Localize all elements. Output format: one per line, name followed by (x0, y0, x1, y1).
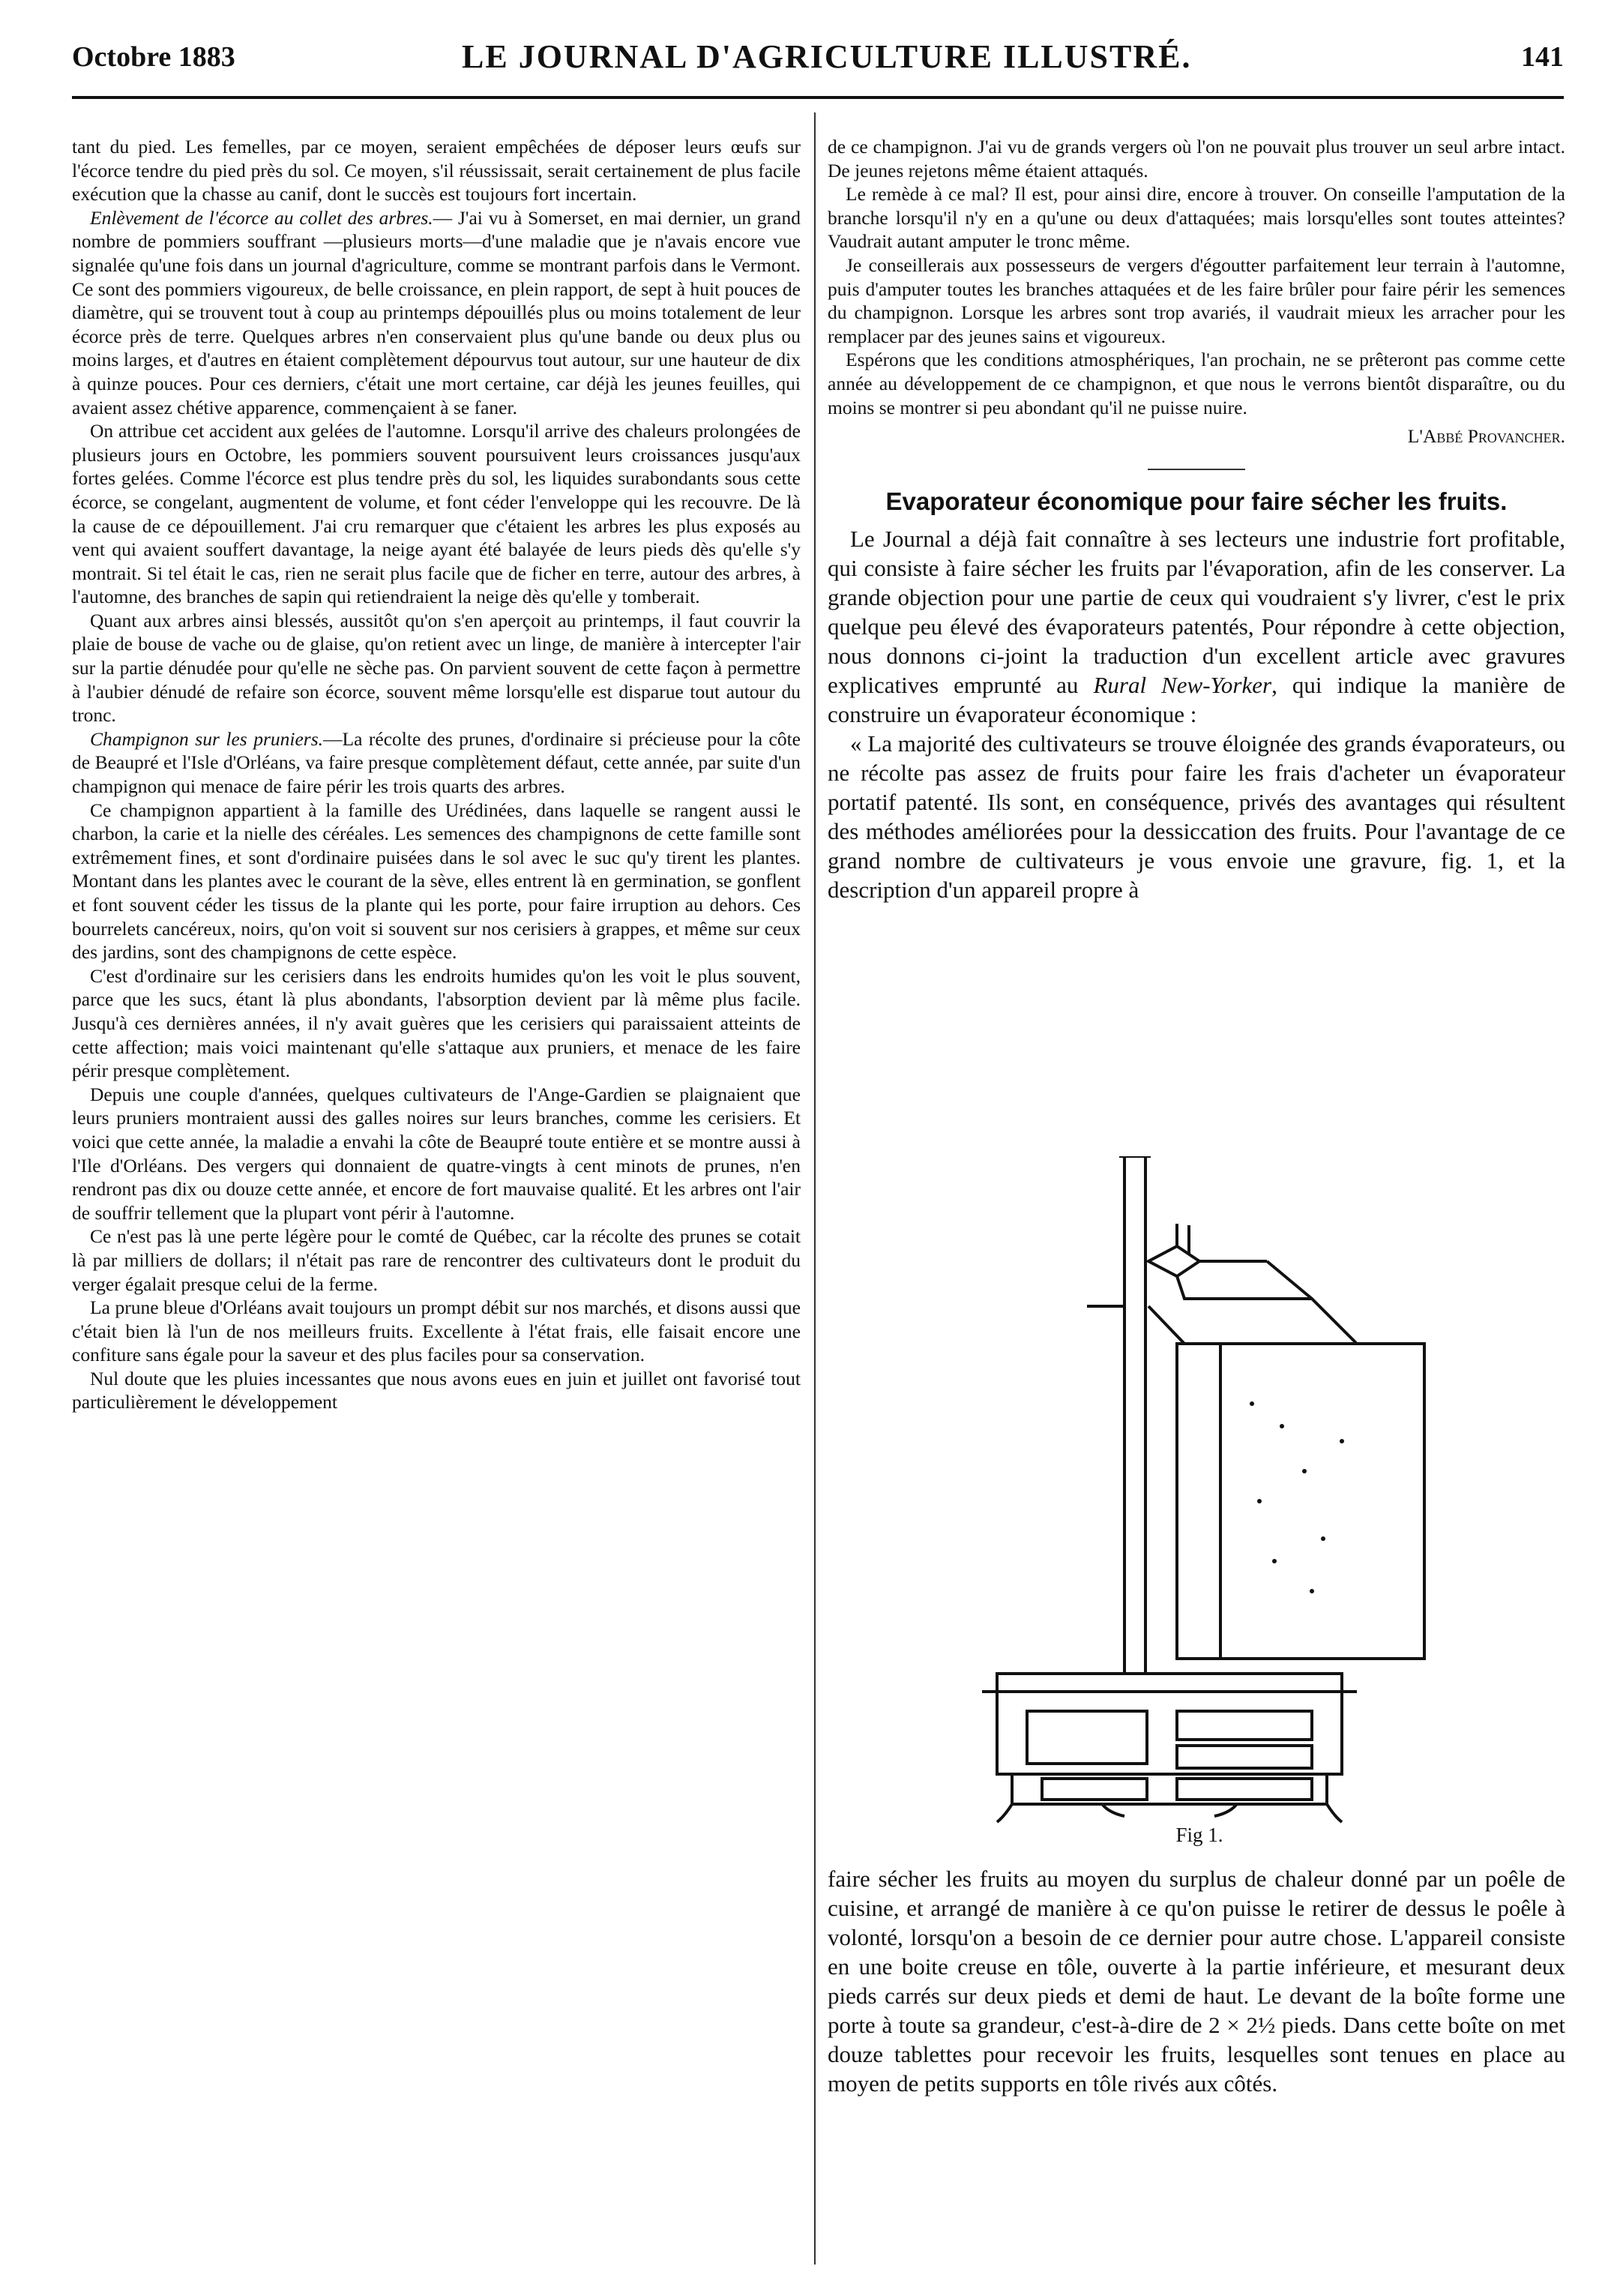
paragraph: de ce champignon. J'ai vu de grands vergers où l'on ne pouvait plus trouver un seul arbre intact. De jeunes rejetons même étaient attaqués. (828, 136, 1565, 181)
article-separator (1148, 469, 1245, 470)
left-column (72, 135, 801, 1414)
paragraph-text: —La récolte des prunes, d'ordinaire si précieuse pour la côte de Beaupré et l'Isle d'Orléans, va faire presque complètement défaut, cette année, par suite d'un champignon qui menace de faire périr les trois quarts des arbres. (72, 727, 801, 798)
header-rule (72, 96, 1564, 99)
paragraph: faire sécher les fruits au moyen du surplus de chaleur donné par un poêle de cuisine, et arrangé de manière à ce qu'on puisse le retirer de dessus le poêle à volonté, lorsqu'on a besoin de ce dernier pour autre chose. L'appareil consiste en une boite creuse en tôle, ouverte à la partie inférieure, et mesurant deux pieds carrés sur deux pieds et demi de haut. Le devant de la boîte forme une porte à toute sa grandeur, c'est-à-dire de 2 × 2½ pieds. Dans cette boîte on met douze tablettes pour recevoir les fruits, lesquelles sont tenues en place au moyen de petits supports en tôle rivés aux côtés. (828, 1866, 1565, 2097)
paragraph: C'est d'ordinaire sur les cerisiers dans les endroits humides qu'on les voit le plus souvent, parce que les sucs, étant là plus abondants, l'absorption devient par là même plus facile. Jusqu'à ces dernières années, il n'y avait guères que les cerisiers qui paraissaient atteints de cette affection; mais voici maintenant qu'elle s'attaque aux pruniers, et menace de les faire périr presque complètement. (72, 964, 801, 1082)
paragraph (72, 727, 801, 799)
column-divider (814, 112, 816, 2265)
paragraph: Ce n'est pas là une perte légère pour le comté de Québec, car la récolte des prunes se cotait là par milliers de dollars; il n'était pas rare de rencontrer des cultivateurs dont le produit du verger égalait presque celui de la ferme. (72, 1225, 801, 1295)
paragraph: Je conseillerais aux possesseurs de vergers d'égoutter parfaitement leur terrain à l'automne, puis d'amputer toutes les branches attaquées et de les faire brûler pour faire périr les semences du champignon. Lorsque les arbres sont trop avariés, il vaudrait mieux les arracher pour les remplacer par des jeunes sains et vigoureux. (828, 253, 1565, 347)
paragraph: Espérons que les conditions atmosphériques, l'an prochain, ne se prêteront pas comme cette année au développement de ce champignon, et que nous le verrons bientôt disparaître, ou du moins se montrer si peu abondant qu'il ne puisse nuire. (828, 349, 1565, 418)
evaporator-illustration (952, 1156, 1432, 1824)
paragraph: On attribue cet accident aux gelées de l'automne. Lorsqu'il arrive des chaleurs prolongées de plusieurs jours en Octobre, les pommiers souvent poursuivent leurs croissances jusqu'aux fortes gelées. Comme l'écorce est plus tendre près du sol, les liquides surabondants sous cette écorce, se congelant, augmentent de volume, et font céder l'enveloppe qui les recouvre. De là la cause de ce dépouillement. J'ai cru remarquer que c'étaient les arbres les plus exposés au vent qui avaient souffert davantage, la neige ayant été balayée de leurs pieds dès qu'elle s'y montrait. Si tel était le cas, rien ne serait plus facile que de ficher en terre, autour des arbres, à l'automne, des branches de sapin qui retiendraient la neige dès qu'elle y tomberait. (72, 420, 801, 608)
figure-caption: Fig 1. (1175, 1824, 1223, 1846)
paragraph-text: — J'ai vu à Somerset, en mai dernier, un grand nombre de pommiers souffrant —plusieurs morts—d'une maladie que je n'avais encore vue signalée qu'une fois dans un journal d'agriculture, comme se montrant parfois dans le Vermont. Ce sont des pommiers vigoureux, de belle croissance, en plein rapport, de sept à huit pouces de diamètre, qui se trouvent tout à coup au printemps dépouillés plus ou moins totalement de leur écorce près de terre. Quelques arbres n'en conservaient plus qu'une bande ou deux plus ou moins larges, et d'autres en étaient complètement dépourvus tout autour, sur une hauteur de dix à quinze pouces. Pour ces derniers, c'était une mort certaine, car déjà les jeunes feuilles, qui avaient assez chétive apparence, commençaient à se faner. (72, 206, 801, 418)
paragraph: Ce champignon appartient à la famille des Urédinées, dans laquelle se rangent aussi le charbon, la carie et la nielle des céréales. Les semences des champignons de cette famille sont extrêmement fines, et sont d'ordinaire puisées dans le sol avec le suc qu'y tirent les plantes. Montant dans les plantes avec le courant de la sève, elles entrent là en germination, se gonflent et font souvent céder les tissus de la plante qui les porte, pour faire irruption au dehors. Ces bourrelets cancéreux, noirs, qu'on voit si souvent sur nos cerisiers à grappes, et même sur ceux des jardins, sont des champignons de cette espèce. (72, 799, 801, 964)
page-number: 141 (1521, 41, 1564, 73)
article-continuation (828, 1864, 1565, 2098)
paragraph: tant du pied. Les femelles, par ce moyen, seraient empêchées de déposer leurs œufs sur l'écorce tendre du pied près du sol. Ce moyen, s'il réussissait, serait certainement de plus facile exécution que la chasse au canif, dont le succès est toujours fort incertain. (72, 136, 801, 205)
paragraph: Nul doute que les pluies incessantes que nous avons eues en juin et juillet ont favorisé tout particulièrement le développement (72, 1367, 801, 1413)
paragraph (72, 206, 801, 419)
paragraph: La prune bleue d'Orléans avait toujours un prompt débit sur nos marchés, et disons aussi que c'était bien là l'un de nos meilleurs fruits. Excellente à l'état frais, elle faisait encore une confiture sans égale pour la saveur et des plus faciles pour sa conservation. (72, 1296, 801, 1366)
page-header (72, 36, 1564, 81)
journal-title: LE JOURNAL D'AGRICULTURE ILLUSTRÉ. (462, 38, 1192, 75)
publication-name: Rural New-Yorker (1093, 672, 1272, 699)
paragraph: Quant aux arbres ainsi blessés, aussitôt qu'on s'en aperçoit au printemps, il faut couvrir la plaie de bouse de vache ou de glaise, qu'on retient avec un linge, de manière à intercepter l'air sur la partie dénudée pour qu'elle ne sèche pas. On parvient souvent de cette façon à permettre à l'aubier dénudé de refaire son écorce, souvent même lorsqu'elle est disparue tout autour du tronc. (72, 609, 801, 727)
paragraph: Le Journal a déjà fait connaître à ses lecteurs une industrie fort profitable, qui consiste à faire sécher les fruits par l'évaporation, afin de les conserver. La grande objection pour une partie de ceux qui voudraient s'y livrer, c'est le prix quelque peu élevé des évaporateurs patentés, Pour répondre à cette objection, nous donnons ci-joint la traduction d'un excellent article avec gravures explicatives emprunté au Rural New-Yorker, qui indique la manière de construire un évaporateur économique : (828, 526, 1566, 728)
section-heading: Enlèvement de l'écorce au collet des arbres. (90, 206, 433, 229)
paragraph: « La majorité des cultivateurs se trouve éloignée des grands évaporateurs, ou ne récolte pas assez de fruits pour faire les frais d'acheter un évaporateur portatif patenté. Ils sont, en conséquence, privés des avantages qui résultent des méthodes améliorées pour la dessiccation des fruits. Pour l'avantage de ce grand nombre de cultivateurs je vous envoie une gravure, fig. 1, et la description d'un appareil propre à (828, 730, 1565, 904)
previous-article-end (828, 135, 1565, 449)
paragraph: Depuis une couple d'années, quelques cultivateurs de l'Ange-Gardien se plaignaient que leurs pruniers montraient aussi des galles noires sur leurs branches, comme les cerisiers. Et voici que cette année, la maladie a envahi la côte de Beaupré toute entière et se montre aussi à l'Ile d'Orléans. Des vergers qui donnaient de quatre-vingts à cent minots de prunes, n'en rendront pas dix ou douze cette année, et encore de fort mauvaise qualité. Et les arbres ont l'air de souffrir tellement que la plupart vont périr à l'automne. (72, 1083, 801, 1224)
author-signature: L'Abbé Provancher. (1407, 425, 1565, 448)
article-body (828, 524, 1565, 904)
section-heading: Champignon sur les pruniers. (90, 727, 324, 750)
right-column (828, 135, 1565, 904)
paragraph: Le remède à ce mal? Il est, pour ainsi dire, encore à trouver. On conseille l'amputation de la branche lorsqu'il n'y en a qu'une ou deux d'attaquées; mais lorsqu'elles sont toutes atteintes? Vaudrait autant amputer le tronc même. (828, 183, 1565, 253)
article-title: Evaporateur économique pour faire sécher les fruits. (885, 487, 1508, 516)
issue-date: Octobre 1883 (72, 41, 235, 73)
